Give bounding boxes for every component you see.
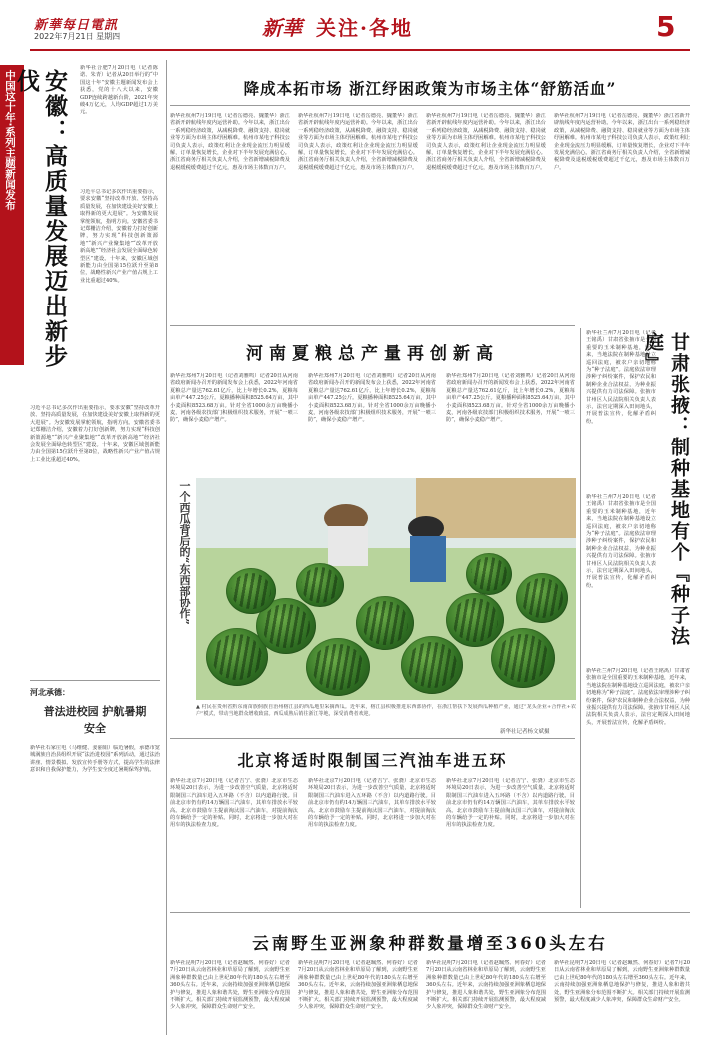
series-tag-band: [0, 65, 24, 365]
right-column-rule: [580, 328, 581, 908]
masthead: [0, 0, 720, 50]
issue-date: 2022年7月21日 星期四: [34, 32, 121, 41]
article-zhejiang-col-2: 新华社杭州7月19日电（记者岳德亮、魏董华）浙江省新开辟航线年度内运营补助。今年以来，浙江出台一系列稳经济政策，从减税降费、融资支持、稳岗就业等方面为市场主体纾困解难。杭州市某电子科技公司负责人表示，政策红利让企业现金流压力明显缓解，订单量恢复增长，企业对下半年发展充满信心。浙江省商务厅相关负责人介绍，全省新增减税降费及退税缓税缓费超过千亿元，惠及市场主体数百万户。: [298, 113, 418, 171]
article-gansu-body: 新华社兰州7月20日电（记者王铭禹）甘肃省张掖市是全国重要的玉米制种基地，近年来，当地法院在制种基地设立巡回法庭，被农户亲切地称为“种子法庭”。法庭依法审理涉种子纠纷案件，保护农民和制种企业合法权益，为种业振兴提供有力司法保障。张掖市甘州区人民法院相关负责人表示，法官定期深入田间地头，开展普法宣传，化解矛盾纠纷。: [586, 494, 656, 589]
article-gansu-headline: 甘肃张掖：制种基地有个『种子法庭』: [642, 332, 690, 647]
watermelon: [401, 636, 463, 694]
watermelon-photo: [196, 478, 576, 700]
article-zhejiang-col-1: 新华社杭州7月19日电（记者岳德亮、魏董华）浙江省新开辟航线年度内运营补助。今年以来，浙江出台一系列稳经济政策，从减税降费、融资支持、稳岗就业等方面为市场主体纾困解难。杭州市某电子科技公司负责人表示，政策红利让企业现金流压力明显缓解，订单量恢复增长，企业对下半年发展充满信心。浙江省商务厅相关负责人介绍，全省新增减税降费及退税缓税缓费超过千亿元，惠及市场主体数百万户。: [170, 113, 290, 171]
article-henan-headline: 河南夏粮总产量再创新高: [246, 344, 499, 364]
note-body: 新华社石家庄电（马维健、姜丽娟）临近暑假，承德市宽城满族自治县组织开展“法治进校园”系列活动，通过法治讲座、情景模拟、发放宣传手册等方式，提高学生的法律意识和自我保护能力，为学生安全度过暑期保驾护航。: [30, 745, 160, 774]
article-gansu: [584, 328, 694, 908]
article-zhejiang-rule: [170, 105, 690, 106]
article-henan-col-2: 新华社郑州7月20日电（记者刘雅鸣）记者20日从河南省政府新闻办召开的新闻发布会上获悉，2022年河南省夏粮总产量达762.61亿斤，比上年增长0.2%，夏粮每亩单产447.25公斤。夏粮播种面积8525.64万亩，其中小麦面积8523.68万亩。针对全省1000余万亩晚播小麦，河南各级农技部门积极组织技术服务，开展“一喷三防”，确保小麦稳产增产。: [308, 373, 436, 424]
article-yunnan-col-3: 新华社昆明7月20日电（记者赵珮然、何春好）记者7月20日从云南省林业和草原局了解到，云南野生亚洲象种群数量已由上世纪80年代的180头左右增至360头左右。近年来，云南持续加强亚洲象栖息地保护与修复，推进人象和谐共处，野生亚洲象分布范围不断扩大。相关部门持续开展监测预警，最大程度减少人象冲突，保障群众生命财产安全。: [426, 960, 546, 1011]
article-yunnan-col-2: 新华社昆明7月20日电（记者赵珮然、何春好）记者7月20日从云南省林业和草原局了解到，云南野生亚洲象种群数量已由上世纪80年代的180头左右增至360头左右。近年来，云南持续加强亚洲象栖息地保护与修复，推进人象和谐共处，野生亚洲象分布范围不断扩大。相关部门持续开展监测预警，最大程度减少人象冲突，保障群众生命财产安全。: [298, 960, 418, 1011]
article-beijing-col-3: 新华社北京7月20日电（记者吉宁、张骁）北京市生态环境局20日表示，为进一步改善空气质量，北京将适时限制国三汽油车进入五环路（不含）以内道路行驶。目前北京市仍有约14万辆国三汽油车，其单车排放水平较高。北京市鼓励车主提前淘汰国三汽油车，对提前淘汰的车辆给予一定的补贴。同时，北京将进一步加大对在用车的执法检查力度。: [446, 778, 575, 829]
series-tag: 中国这十年·系列主题新闻发布: [4, 70, 16, 211]
watermelon: [466, 553, 512, 595]
article-henan-col-1: 新华社郑州7月20日电（记者刘雅鸣）记者20日从河南省政府新闻办召开的新闻发布会上获悉，2022年河南省夏粮总产量达762.61亿斤，比上年增长0.2%，夏粮每亩单产447.25公斤。夏粮播种面积8525.64万亩，其中小麦面积8523.68万亩。针对全省1000余万亩晚播小麦，河南各级农技部门积极组织技术服务，开展“一喷三防”，确保小麦稳产增产。: [170, 373, 298, 424]
photo-side-caption: 一个西瓜背后的“东西部协作”: [178, 480, 191, 625]
article-zhejiang-col-4: 新华社杭州7月19日电（记者岳德亮、魏董华）浙江省新开辟航线年度内运营补助。今年以来，浙江出台一系列稳经济政策，从减税降费、融资支持、稳岗就业等方面为市场主体纾困解难。杭州市某电子科技公司负责人表示，政策红利让企业现金流压力明显缓解，订单量恢复增长，企业对下半年发展充满信心。浙江省商务厅相关负责人介绍，全省新增减税降费及退税缓税缓费超过千亿元，惠及市场主体数百万户。: [554, 113, 690, 171]
sidebar-divider: [30, 680, 160, 681]
article-yunnan: [170, 912, 690, 1037]
page-number: 5: [656, 10, 676, 43]
article-beijing-col-2: 新华社北京7月20日电（记者吉宁、张骁）北京市生态环境局20日表示，为进一步改善空气质量，北京将适时限制国三汽油车进入五环路（不含）以内道路行驶。目前北京市仍有约14万辆国三汽油车，其单车排放水平较高。北京市鼓励车主提前淘汰国三汽油车，对提前淘汰的车辆给予一定的补贴。同时，北京将进一步加大对在用车的执法检查力度。: [308, 778, 436, 829]
newspaper-logo: 新華每日電訊: [34, 18, 119, 33]
masthead-rule: [30, 49, 690, 51]
watermelon: [516, 573, 568, 623]
article-zhejiang-col-3: 新华社杭州7月19日电（记者岳德亮、魏董华）浙江省新开辟航线年度内运营补助。今年以来，浙江出台一系列稳经济政策，从减税降费、融资支持、稳岗就业等方面为市场主体纾困解难。杭州市某电子科技公司负责人表示，政策红利让企业现金流压力明显缓解，订单量恢复增长，企业对下半年发展充满信心。浙江省商务厅相关负责人介绍，全省新增减税降费及退税缓税缓费超过千亿元，惠及市场主体数百万户。: [426, 113, 546, 171]
article-gansu-body-lower: 新华社兰州7月20日电（记者王铭禹）甘肃省张掖市是全国重要的玉米制种基地，近年来，当地法院在制种基地设立巡回法庭，被农户亲切地称为“种子法庭”。法庭依法审理涉种子纠纷案件，保护农民和制种企业合法权益，为种业振兴提供有力司法保障。张掖市甘州区人民法院相关负责人表示，法官定期深入田间地头，开展普法宣传，化解矛盾纠纷。: [586, 668, 690, 726]
sidebar-lead: 新华社合肥7月20日电（记者陈诺、朱青）记者从20日举行的“中国这十年”安徽主题新闻发布会上获悉，党的十八大以来，安徽GDP连续跨越新台阶，2021年突破4万亿元，人均GDP超过1万美元。: [80, 65, 158, 116]
article-beijing-col-1: 新华社北京7月20日电（记者吉宁、张骁）北京市生态环境局20日表示，为进一步改善空气质量，北京将适时限制国三汽油车进入五环路（不含）以内道路行驶。目前北京市仍有约14万辆国三汽油车，其单车排放水平较高。北京市鼓励车主提前淘汰国三汽油车，对提前淘汰的车辆给予一定的补贴。同时，北京将进一步加大对在用车的执法检查力度。: [170, 778, 298, 829]
sidebar-body: 习近平总书记多次作出重要指示，要求安徽“坚持改革开放、坚持高质量发展，在加快建设美好安徽上取得新的更大进展”。为安徽发展掌舵领航，指明方向。安徽省委书记郑栅洁介绍，安徽着力打好创新牌，努力实现“科技创新策源地”“新兴产业聚集地”“改革开放新高地”“经济社会发展全面绿色转型区”建设。十年来，安徽区域创新能力由全国第15位跃升至第8位，战略性新兴产业产值占规上工业比重超过40%。: [80, 189, 158, 284]
watermelon: [356, 596, 414, 650]
article-henan-col-3: 新华社郑州7月20日电（记者刘雅鸣）记者20日从河南省政府新闻办召开的新闻发布会上获悉，2022年河南省夏粮总产量达762.61亿斤，比上年增长0.2%，夏粮每亩单产447.25公斤。夏粮播种面积8525.64万亩，其中小麦面积8523.68万亩。针对全省1000余万亩晚播小麦，河南各级农技部门积极组织技术服务，开展“一喷三防”，确保小麦稳产增产。: [446, 373, 575, 424]
sidebar-body-lower: 习近平总书记多次作出重要指示，要求安徽“坚持改革开放、坚持高质量发展，在加快建设美好安徽上取得新的更大进展”。为安徽发展掌舵领航，指明方向。安徽省委书记郑栅洁介绍，安徽着力打好创新牌，努力实现“科技创新策源地”“新兴产业聚集地”“改革开放新高地”“经济社会发展全面绿色转型区”建设。十年来，安徽区域创新能力由全国第15位跃升至第8位，战略性新兴产业产值占规上工业比重超过40%。: [30, 405, 160, 463]
note-title: 河北承德：: [30, 687, 70, 697]
article-yunnan-col-4: 新华社昆明7月20日电（记者赵珮然、何春好）记者7月20日从云南省林业和草原局了解到，云南野生亚洲象种群数量已由上世纪80年代的180头左右增至360头左右。近年来，云南持续加强亚洲象栖息地保护与修复，推进人象和谐共处，野生亚洲象分布范围不断扩大。相关部门持续开展监测预警，最大程度减少人象冲突，保障群众生命财产安全。: [554, 960, 690, 1004]
watermelon: [296, 563, 344, 607]
article-beijing-headline: 北京将适时限制国三汽油车进五环: [237, 751, 508, 770]
watermelon: [446, 593, 504, 647]
sidebar-column-rule: [166, 60, 167, 1035]
watermelon: [226, 568, 276, 614]
article-zhejiang: [170, 55, 690, 320]
sidebar-headline: 安徽：高质量发展迈出新步伐: [13, 69, 68, 369]
article-yunnan-col-1: 新华社昆明7月20日电（记者赵珮然、何春好）记者7月20日从云南省林业和草原局了解到，云南野生亚洲象种群数量已由上世纪80年代的180头左右增至360头左右。近年来，云南持续加强亚洲象栖息地保护与修复，推进人象和谐共处，野生亚洲象分布范围不断扩大。相关部门持续开展监测预警，最大程度减少人象冲突，保障群众生命财产安全。: [170, 960, 290, 1011]
note-headline: 普法进校园 护航暑期安全: [43, 705, 147, 735]
article-henan: [170, 325, 575, 475]
section-prefix: 新華: [262, 16, 302, 40]
photo-caption: ▲ 村民在贵州省黔东南苗族侗族自治州榕江县的西瓜地里采摘西瓜。近年来，榕江县积极推进东西部协作，在浙江帮扶下发展西瓜种植产业，通过“龙头企业+合作社+农户”模式，带动当地群众增收致富。西瓜成熟后销往浙江等地，深受消费者欢迎。: [196, 704, 576, 717]
article-zhejiang-headline: 降成本拓市场 浙江纾困政策为市场主体“舒筋活血”: [243, 79, 617, 98]
section-title: 关注·各地: [316, 16, 413, 40]
watermelon: [491, 628, 555, 688]
article-beijing: [170, 738, 575, 906]
article-yunnan-headline: 云南野生亚洲象种群数量增至360头左右: [252, 934, 608, 953]
watermelon: [306, 638, 370, 696]
sidebar: [0, 55, 165, 1035]
photo-credit: 新华社记者杨文斌摄: [500, 729, 550, 735]
article-gansu-lead: 新华社兰州7月20日电（记者王铭禹）甘肃省张掖市是全国重要的玉米制种基地，近年来，当地法院在制种基地设立巡回法庭，被农户亲切地称为“种子法庭”。法庭依法审理涉种子纠纷案件，保护农民和制种企业合法权益，为种业振兴提供有力司法保障。张掖市甘州区人民法院相关负责人表示，法官定期深入田间地头，开展普法宣传，化解矛盾纠纷。: [586, 330, 656, 425]
